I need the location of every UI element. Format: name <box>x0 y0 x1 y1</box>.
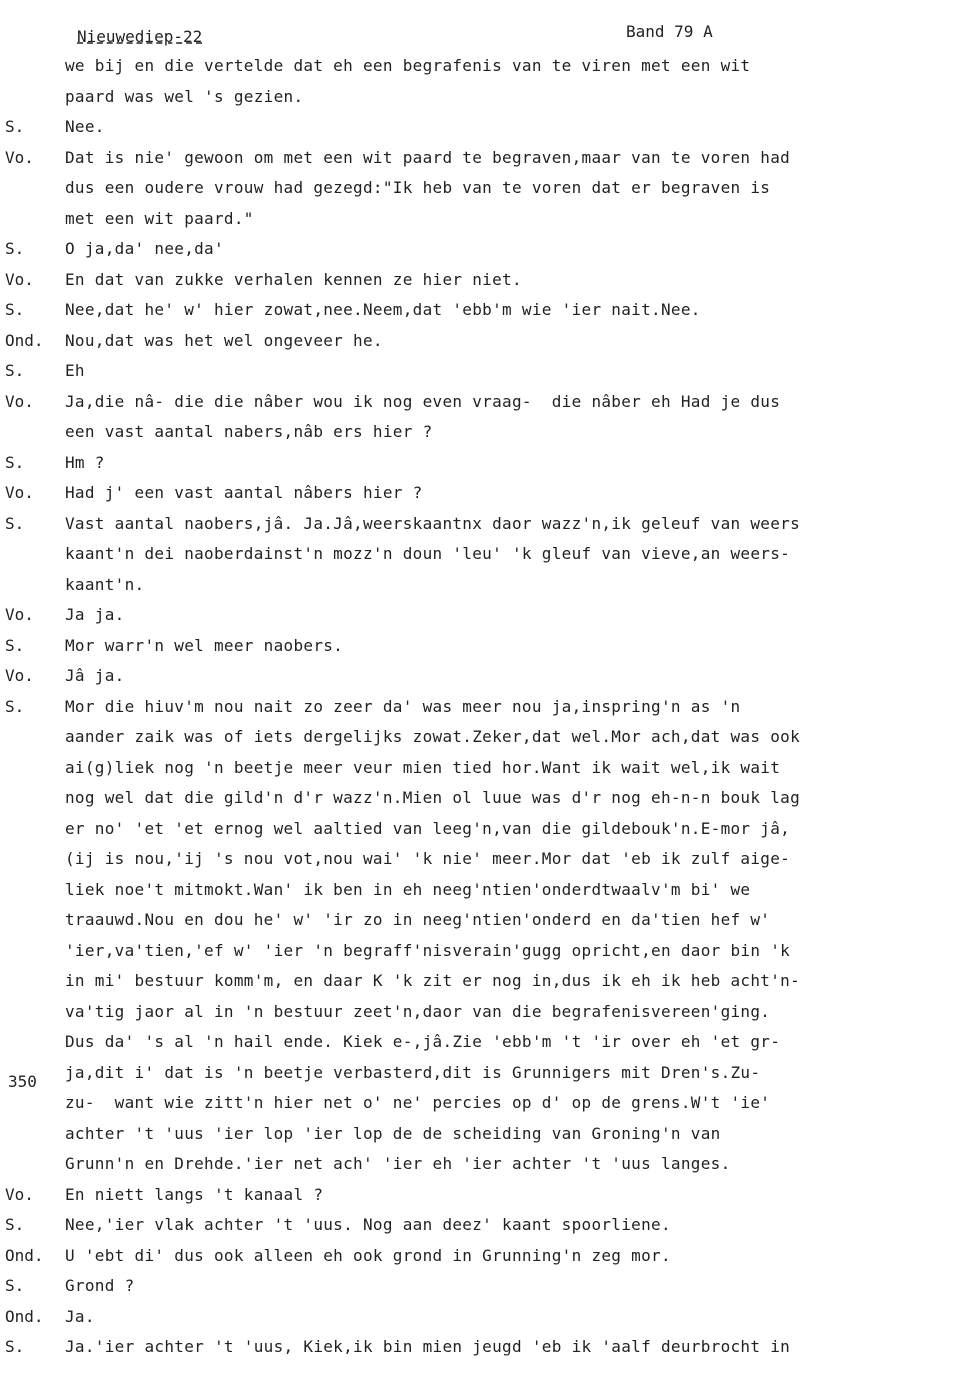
transcript-line <box>0 662 979 693</box>
line-text: ai(g)liek nog 'n beetje meer veur mien tied hor.Want ik wait wel,ik wait <box>65 757 781 777</box>
line-text: Jâ ja. <box>65 666 125 685</box>
line-text: Ja. <box>65 1306 95 1326</box>
speaker-label: Vo. <box>5 147 34 167</box>
line-text: Dus da' 's al 'n hail ende. Kiek e-,jâ.Zie 'ebb'm 't 'ir over eh 'et gr- <box>65 1032 781 1051</box>
transcript-line <box>0 479 979 510</box>
transcript-line <box>0 1211 979 1242</box>
transcript-line <box>0 1028 979 1059</box>
speaker-label: Vo. <box>5 391 34 411</box>
line-text: Nee,dat he' w' hier zowat,nee.Neem,dat 'ebb'm wie 'ier nait.Nee. <box>65 300 701 319</box>
line-text: Had j' een vast aantal nâbers hier ? <box>65 483 423 502</box>
line-text: 'ier,va'tien,'ef w' 'ier 'n begraff'nisverain'gugg opricht,en daor bin 'k <box>65 940 791 960</box>
speaker-label: Vo. <box>5 1184 34 1204</box>
line-text: nog wel dat die gild'n d'r wazz'n.Mien ol luue was d'r nog eh-n-n bouk lag <box>65 788 801 807</box>
transcript-line <box>0 754 979 785</box>
line-text: traauwd.Nou en dou he' w' 'ir zo in neeg'ntien'onderd en da'tien hef w' <box>65 910 771 929</box>
transcript-line <box>0 83 979 114</box>
transcript-line <box>0 693 979 724</box>
line-text: Ja.'ier achter 't 'uus, Kiek,ik bin mien jeugd 'eb ik 'aalf deurbrocht in <box>65 1337 791 1356</box>
transcript-line <box>0 357 979 388</box>
speaker-label: S. <box>5 239 25 258</box>
line-text: va'tig jaor al in 'n bestuur zeet'n,daor van die begrafenisvereen'ging. <box>65 1001 771 1021</box>
line-text: Vast aantal naobers,jâ. Ja.Jâ,weerskaantnx daor wazz'n,ik geleuf van weers <box>65 513 801 533</box>
speaker-label: Vo. <box>5 269 34 289</box>
transcript-line <box>0 449 979 480</box>
transcript-line <box>0 144 979 175</box>
line-text: Ja,die nâ- die die nâber wou ik nog even vraag- die nâber eh Had je dus <box>65 391 781 411</box>
line-text: in mi' bestuur komm'm, en daar K 'k zit er nog in,dus ik eh ik heb acht'n- <box>65 971 801 990</box>
transcript-line <box>0 296 979 327</box>
transcript-line <box>0 174 979 205</box>
line-text: een vast aantal nabers,nâb ers hier ? <box>65 422 433 441</box>
speaker-label: Ond. <box>5 1306 44 1326</box>
transcript-line <box>0 235 979 266</box>
line-text: Eh <box>65 361 85 380</box>
transcript-line <box>0 266 979 297</box>
line-text: Grunn'n en Drehde.'ier net ach' 'ier eh 'ier achter 't 'uus langes. <box>65 1154 731 1173</box>
transcript-line <box>0 815 979 846</box>
line-text: En dat van zukke verhalen kennen ze hier niet. <box>65 269 522 289</box>
speaker-label: S. <box>5 1337 25 1356</box>
transcript-line <box>0 1059 979 1090</box>
line-text: aander zaik was of iets dergelijks zowat.Zeker,dat wel.Mor ach,dat was ook <box>65 727 801 746</box>
transcript-line <box>0 571 979 602</box>
transcript-line <box>0 327 979 358</box>
transcript-line <box>0 205 979 236</box>
line-text: we bij en die vertelde dat eh een begrafenis van te viren met een wit <box>65 56 751 75</box>
line-text: Hm ? <box>65 452 105 472</box>
transcript-body <box>0 52 979 1364</box>
line-text: met een wit paard." <box>65 208 254 228</box>
transcript-line <box>0 601 979 632</box>
line-text: Nou,dat was het wel ongeveer he. <box>65 330 383 350</box>
speaker-label: S. <box>5 696 25 716</box>
line-text: Ja ja. <box>65 605 125 624</box>
transcript-line <box>0 632 979 663</box>
speaker-label: S. <box>5 300 25 319</box>
transcript-line <box>0 906 979 937</box>
line-text: Mor die hiuv'm nou nait zo zeer da' was meer nou ja,inspring'n as 'n <box>65 696 741 716</box>
line-text: dus een oudere vrouw had gezegd:"Ik heb van te voren dat er begraven is <box>65 178 771 197</box>
line-text: paard was wel 's gezien. <box>65 86 304 106</box>
line-text: ja,dit i' dat is 'n beetje verbasterd,dit is Grunnigers mit Dren's.Zu- <box>65 1062 761 1082</box>
line-text: U 'ebt di' dus ook alleen eh ook grond in Grunning'n zeg mor. <box>65 1245 671 1265</box>
speaker-label: Ond. <box>5 1245 44 1265</box>
line-text: achter 't 'uus 'ier lop 'ier lop de de scheiding van Groning'n van <box>65 1123 721 1143</box>
speaker-label: S. <box>5 635 25 655</box>
speaker-label: S. <box>5 1215 25 1234</box>
transcript-line <box>0 388 979 419</box>
transcript-line <box>0 784 979 815</box>
transcript-line <box>0 1150 979 1181</box>
line-text: Nee. <box>65 117 105 136</box>
transcript-line <box>0 937 979 968</box>
transcript-line <box>0 113 979 144</box>
line-text: Nee,'ier vlak achter 't 'uus. Nog aan deez' kaant spoorliene. <box>65 1215 671 1234</box>
line-text: kaant'n dei naoberdainst'n mozz'n doun 'leu' 'k gleuf van vieve,an weers- <box>65 544 791 563</box>
line-text: (ij is nou,'ij 's nou vot,nou wai' 'k nie' meer.Mor dat 'eb ik zulf aige- <box>65 849 791 868</box>
speaker-label: Vo. <box>5 666 34 685</box>
transcript-line <box>0 1089 979 1120</box>
speaker-label: S. <box>5 513 25 533</box>
transcript-line <box>0 52 979 83</box>
line-text: En niett langs 't kanaal ? <box>65 1184 324 1204</box>
transcript-line <box>0 1120 979 1151</box>
speaker-label: S. <box>5 361 25 380</box>
speaker-label: S. <box>5 452 25 472</box>
transcript-line <box>0 418 979 449</box>
speaker-label: Ond. <box>5 330 44 350</box>
line-text: O ja,da' nee,da' <box>65 239 224 258</box>
speaker-label: Vo. <box>5 483 34 502</box>
transcript-line <box>0 1303 979 1334</box>
line-text: liek noe't mitmokt.Wan' ik ben in eh neeg'ntien'onderdtwaalv'm bi' we <box>65 879 751 899</box>
transcript-line <box>0 1333 979 1364</box>
line-text: er no' 'et 'et ernog wel aaltied van leeg'n,van die gildebouk'n.E-mor jâ, <box>65 818 791 838</box>
transcript-line <box>0 967 979 998</box>
transcript-line <box>0 1272 979 1303</box>
transcript-line <box>0 723 979 754</box>
speaker-label: Vo. <box>5 605 34 624</box>
transcript-line <box>0 845 979 876</box>
speaker-label: S. <box>5 117 25 136</box>
transcript-line <box>0 1181 979 1212</box>
speaker-label: S. <box>5 1276 25 1295</box>
line-text: zu- want wie zitt'n hier net o' ne' percies op d' op de grens.W't 'ie' <box>65 1093 771 1112</box>
transcript-line <box>0 510 979 541</box>
line-text: Grond ? <box>65 1276 135 1295</box>
transcript-line <box>0 998 979 1029</box>
transcript-line <box>0 1242 979 1273</box>
transcript-line <box>0 540 979 571</box>
transcript-line <box>0 876 979 907</box>
page-header-band: Band 79 A <box>626 22 713 41</box>
margin-line-number: 350 <box>8 1072 37 1091</box>
page-header-title: Nieuwediep-22 <box>77 27 203 46</box>
line-text: Mor warr'n wel meer naobers. <box>65 635 344 655</box>
line-text: kaant'n. <box>65 574 145 594</box>
line-text: Dat is nie' gewoon om met een wit paard te begraven,maar van te voren had <box>65 147 791 167</box>
